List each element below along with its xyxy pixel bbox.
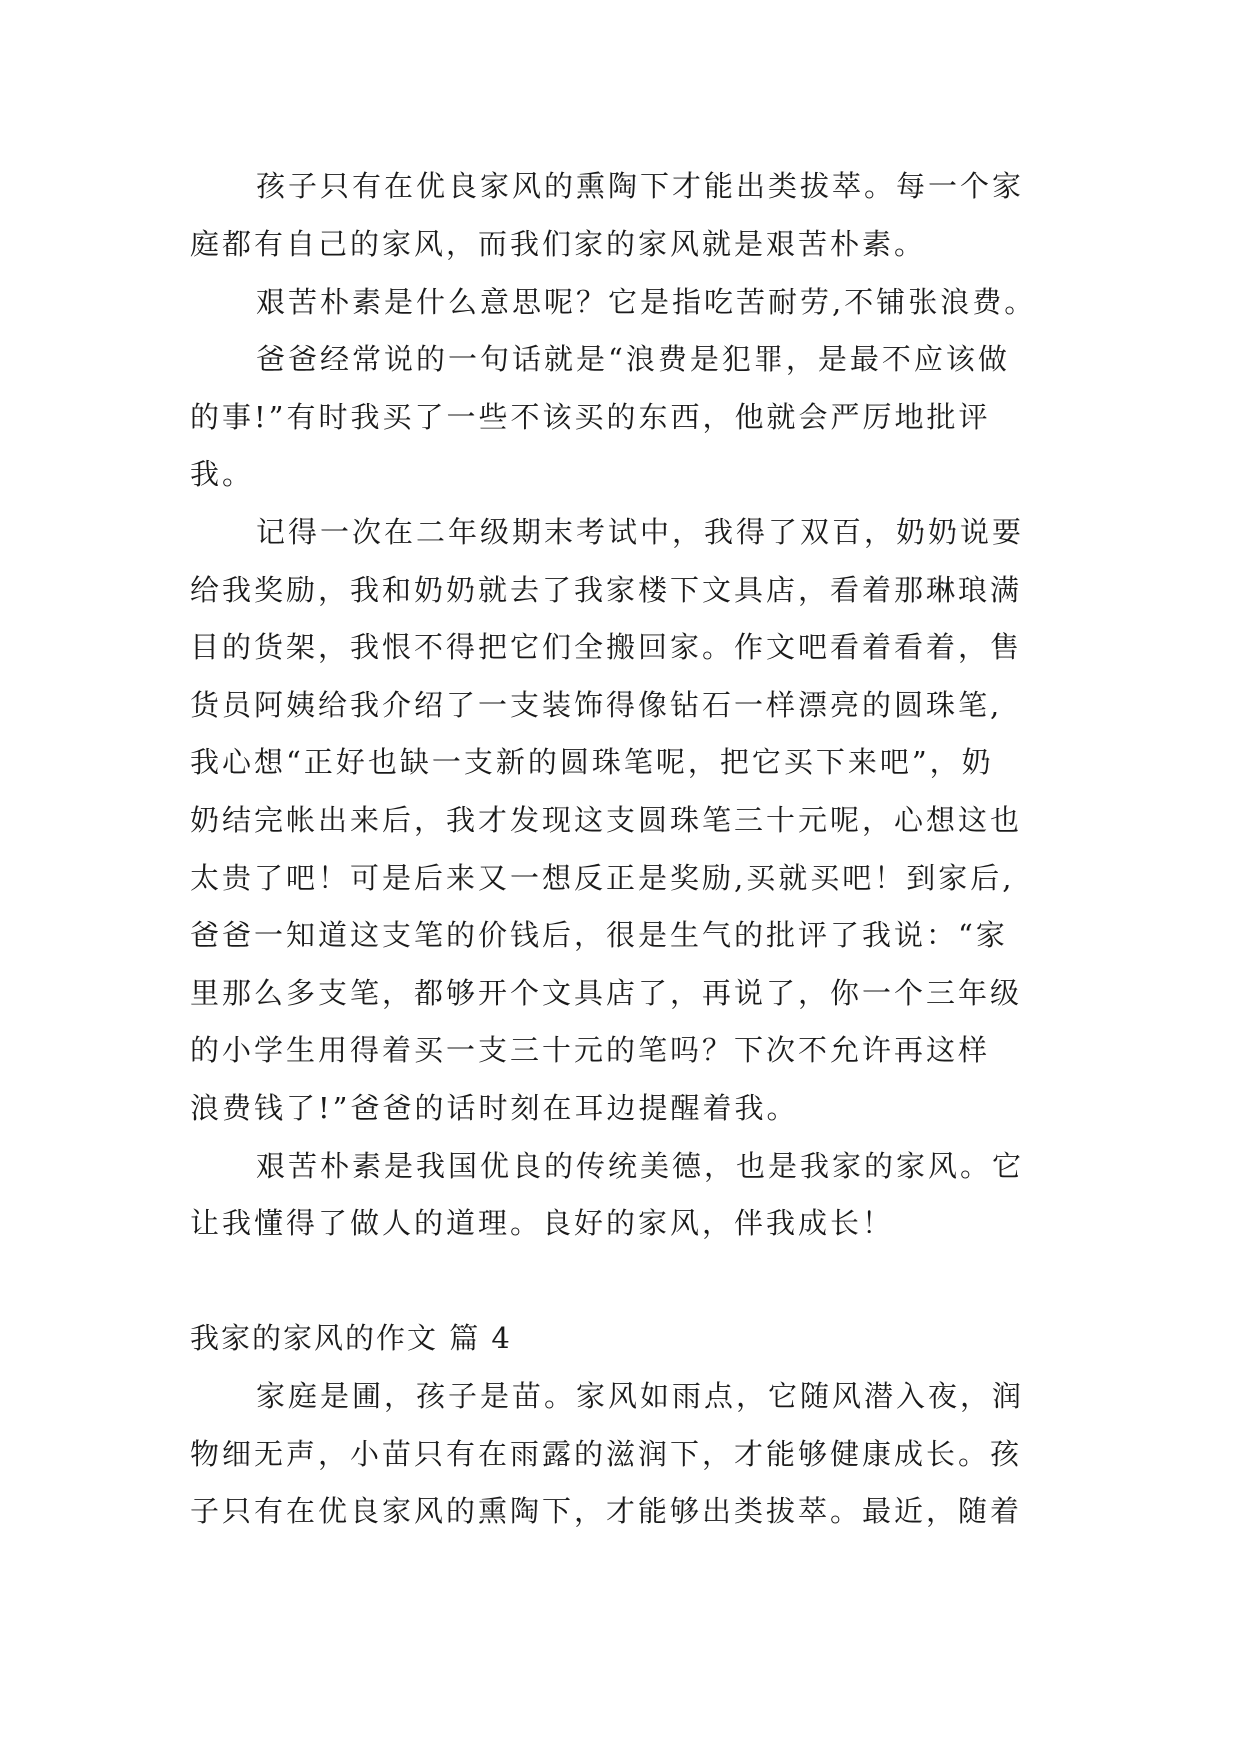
- paragraph-line: 奶结完帐出来后，我才发现这支圆珠笔三十元呢，心想这也: [190, 803, 1023, 837]
- paragraph-line: 爸爸经常说的一句话就是“浪费是犯罪，是最不应该做: [256, 342, 1010, 376]
- paragraph-line: 孩子只有在优良家风的熏陶下才能出类拔萃。每一个家: [256, 169, 1025, 203]
- paragraph-line: 让我懂得了做人的道理。良好的家风，伴我成长！: [190, 1206, 895, 1240]
- section-heading: 我家的家风的作文 篇 4: [190, 1321, 512, 1355]
- paragraph-line: 太贵了吧！可是后来又一想反正是奖励,买就买吧！到家后,: [190, 861, 1015, 895]
- paragraph-line: 物细无声，小苗只有在雨露的滋润下，才能够健康成长。孩: [190, 1437, 1023, 1471]
- paragraph-line: 我心想“正好也缺一支新的圆珠笔呢，把它买下来吧”，奶: [190, 745, 994, 779]
- paragraph-line: 艰苦朴素是我国优良的传统美德，也是我家的家风。它: [256, 1149, 1025, 1183]
- paragraph-line: 我。: [190, 457, 255, 491]
- paragraph-line: 爸爸一知道这支笔的价钱后，很是生气的批评了我说：“家: [190, 918, 1008, 952]
- paragraph-line: 里那么多支笔，都够开个文具店了，再说了，你一个三年级: [190, 976, 1023, 1010]
- paragraph-line: 给我奖励，我和奶奶就去了我家楼下文具店，看着那琳琅满: [190, 573, 1023, 607]
- paragraph-line: 子只有在优良家风的熏陶下，才能够出类拔萃。最近，随着: [190, 1494, 1023, 1528]
- paragraph-line: 浪费钱了!”爸爸的话时刻在耳边提醒着我。: [190, 1091, 799, 1125]
- paragraph-line: 的小学生用得着买一支三十元的笔吗？下次不允许再这样: [190, 1033, 991, 1067]
- paragraph-line: 的事!”有时我买了一些不该买的东西，他就会严厉地批评: [190, 400, 991, 434]
- paragraph-line: 记得一次在二年级期末考试中，我得了双百，奶奶说要: [256, 515, 1025, 549]
- paragraph-line: 目的货架，我恨不得把它们全搬回家。作文吧看着看着，售: [190, 630, 1023, 664]
- paragraph-line: 家庭是圃，孩子是苗。家风如雨点，它随风潜入夜，润: [256, 1379, 1025, 1413]
- paragraph-line: 艰苦朴素是什么意思呢？它是指吃苦耐劳,不铺张浪费。: [256, 285, 1037, 319]
- paragraph-line: 庭都有自己的家风，而我们家的家风就是艰苦朴素。: [190, 227, 927, 261]
- paragraph-line: 货员阿姨给我介绍了一支装饰得像钻石一样漂亮的圆珠笔,: [190, 688, 1003, 722]
